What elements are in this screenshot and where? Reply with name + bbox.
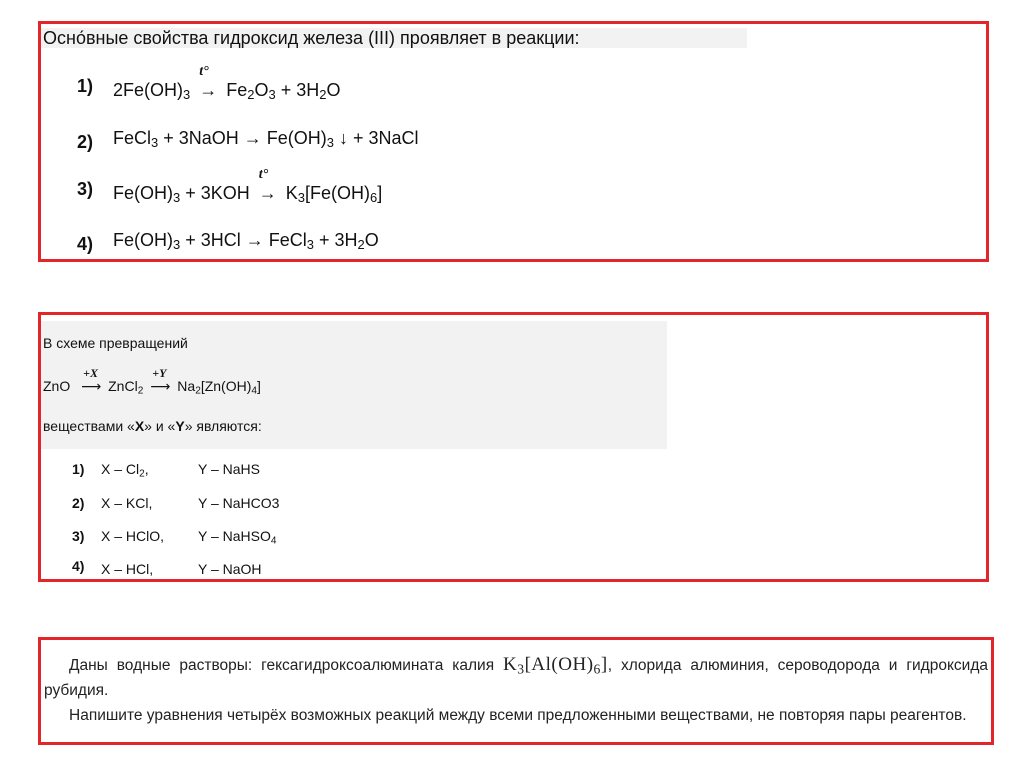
answer-option-4: [41, 230, 741, 258]
answer-option-4: 4) X – HCl, Y – NaOH: [72, 558, 262, 577]
question-2-prompt: веществами «X» и «Y» являются:: [43, 418, 262, 434]
question-2-intro: В схеме превращений: [43, 335, 188, 351]
answer-option-3: [41, 167, 741, 207]
answer-option-2: 2) X – KCl, Y – NaHCO3: [72, 495, 280, 511]
equation: $Fe(OH)_3 + 3KOH$ t° → $K_3[Fe(OH)_6]$: [113, 167, 383, 206]
question-box-1: [38, 21, 989, 262]
question-3-paragraph-2: Напишите уравнения четырёх возможных реакций между всеми предложенными веществами, не повторяя пары реагентов.: [69, 707, 967, 724]
heat-arrow: t° →: [258, 167, 277, 203]
question-2-header: [41, 321, 667, 449]
answer-option-1: [41, 64, 741, 104]
answer-option-3: 3) X – HClO, Y – NaHSO$_4$: [72, 528, 277, 547]
arrow-x: +X ⟶: [81, 366, 102, 394]
equation: FeCl$_3$ + 3NaOH → $Fe(OH)_3$ ↓ + 3NaCl: [113, 128, 419, 151]
option-number: 3): [77, 179, 94, 199]
equation: $2Fe(OH)_3$ t° → $Fe_2O_3 + 3H_2O$: [113, 64, 341, 103]
transformation-scheme: ZnO +X ⟶ ZnCl$_2$ +Y ⟶ $Na_2[Zn(OH)_4]$: [43, 366, 261, 397]
option-number: 2): [77, 132, 94, 152]
option-number: 4): [77, 234, 94, 254]
potassium-hexahydroxoaluminate-formula: $K_3[Al(OH)_6]$: [503, 654, 608, 677]
heat-arrow: t° →: [199, 64, 218, 100]
question-3-text: [44, 652, 988, 728]
option-number: 1): [77, 76, 94, 96]
question-3-paragraph-1: Даны водные растворы: гексагидроксоалюмината калия $K_3[Al(OH)_6]$, хлорида алюминия, сероводорода и гидроксида рубидия.: [44, 654, 988, 699]
arrow-y: +Y ⟶: [150, 366, 171, 394]
answer-option-2: [41, 128, 741, 156]
question-box-2: [38, 312, 989, 582]
answer-option-1: 1) X – $Cl_2$, Y – NaHS: [72, 461, 260, 480]
equation: $Fe(OH)_3 + 3HCl$ → FeCl$_3$ + $3H_2O$: [113, 230, 379, 253]
question-1-title: Осно́вные свойства гидроксид железа (III) проявляет в реакции:: [41, 28, 747, 48]
question-box-3: [38, 637, 994, 745]
